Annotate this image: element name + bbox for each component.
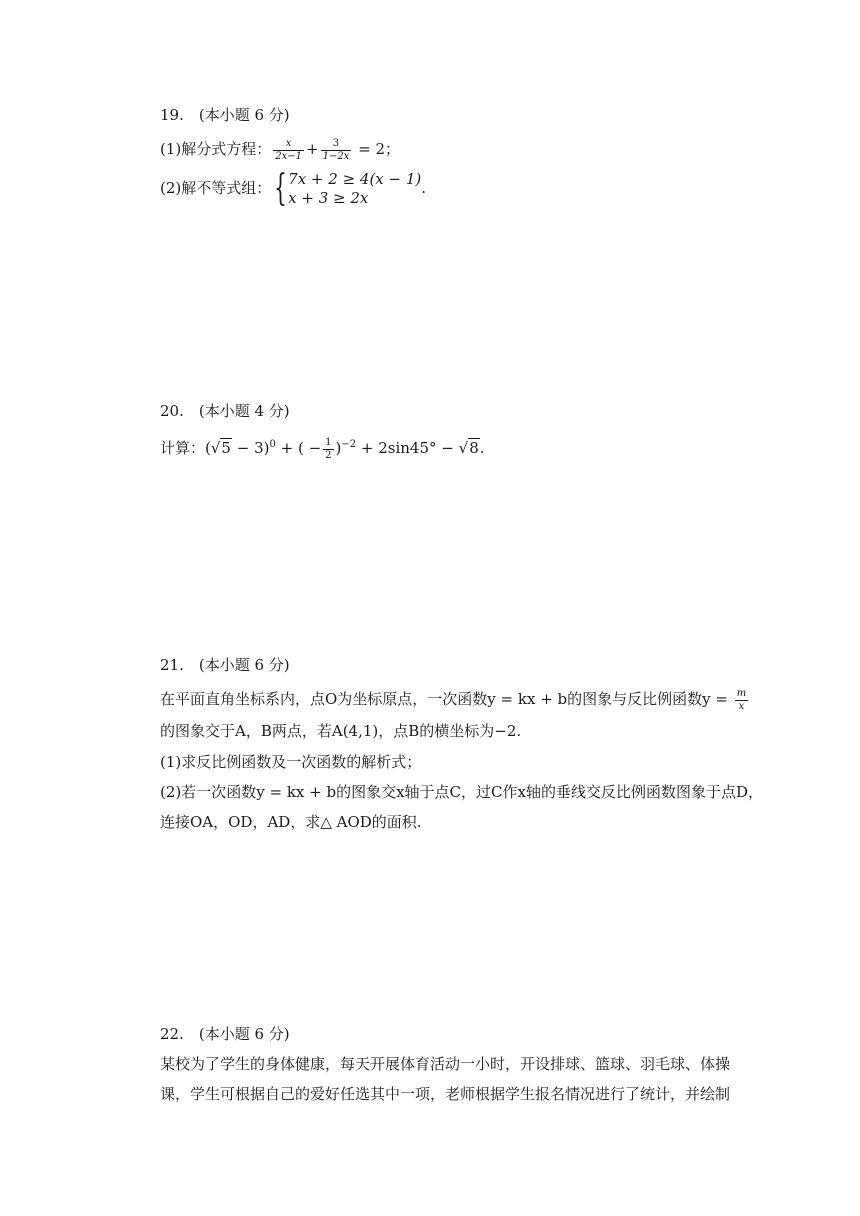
q21-frac-den: x	[738, 700, 745, 712]
q19-ineq2: x + 3 ≥ 2x	[288, 189, 369, 207]
q21-line2: 的图象交于A，B两点，若A(4,1)，点B的横坐标为−2.	[160, 722, 522, 740]
q22-header: 22. (本小题 6 分)	[160, 1025, 290, 1043]
q19-frac1	[273, 138, 304, 162]
q20-half	[323, 437, 333, 461]
q20-term2-open: + ( −	[275, 439, 322, 457]
q21-line5: 连接OA，OD，AD，求△ AOD的面积.	[160, 813, 422, 831]
q20-term1-rest: − 3)	[231, 439, 270, 457]
sqrt-icon: √8	[458, 439, 479, 457]
q20-calc-prefix: 计算：(	[160, 439, 211, 457]
q20-end: .	[479, 439, 485, 457]
q21-line1	[160, 682, 750, 716]
q21-header: 21. (本小题 6 分)	[160, 656, 290, 674]
q21-frac-num: m	[736, 688, 747, 699]
q20-exp-neg2: −2	[341, 439, 357, 450]
q19-frac1-den: 2x−1	[275, 150, 302, 162]
q22-line2: 课，学生可根据自己的爱好任选其中一项，老师根据学生报名情况进行了统计，并绘制	[160, 1085, 731, 1103]
q21-frac	[735, 688, 748, 712]
q19-plus: +	[306, 140, 319, 158]
q20-half-num: 1	[325, 437, 332, 448]
q19-part2-suffix: .	[421, 179, 427, 197]
q19-frac2	[321, 138, 352, 162]
q20-term2-close: )	[335, 439, 342, 457]
q20-header: 20. (本小题 4 分)	[160, 402, 290, 420]
q20-term3: + 2sin45° −	[356, 439, 459, 457]
q20-expression	[160, 428, 485, 462]
q20-sqrt-arg: 5	[221, 439, 231, 457]
q19-part2	[160, 168, 426, 208]
q19-ineq1: 7x + 2 ≥ 4(x − 1)	[288, 170, 422, 188]
q22-line1: 某校为了学生的身体健康，每天开展体育活动一小时，开设排球、篮球、羽毛球、体操	[160, 1055, 731, 1073]
q19-part1-prefix: (1)解分式方程：	[160, 140, 272, 158]
q19-header: 19. (本小题 6 分)	[160, 106, 290, 124]
q21-line1-text: 在平面直角坐标系内，点O为坐标原点，一次函数y = kx + b的图象与反比例函数y =	[160, 690, 733, 708]
brace-icon: {	[274, 168, 288, 209]
q19-part1	[160, 134, 400, 164]
q20-half-den: 2	[325, 449, 332, 461]
q20-exp0: 0	[269, 439, 276, 450]
sqrt-icon: √5	[210, 439, 231, 457]
q19-inequality-system	[288, 170, 421, 208]
q21-line3: (1)求反比例函数及一次函数的解析式；	[160, 753, 422, 771]
q19-frac2-num: 3	[321, 138, 352, 151]
q19-part2-prefix: (2)解不等式组：	[160, 179, 272, 197]
q19-part1-suffix: = 2；	[358, 140, 400, 158]
q20-sqrt-arg2: 8	[469, 439, 479, 457]
q21-line4: (2)若一次函数y = kx + b的图象交x轴于点C，过C作x轴的垂线交反比例函数图象于点D，	[160, 783, 763, 801]
q19-frac1-num: x	[273, 138, 304, 151]
q19-frac2-den: 1−2x	[322, 150, 350, 162]
